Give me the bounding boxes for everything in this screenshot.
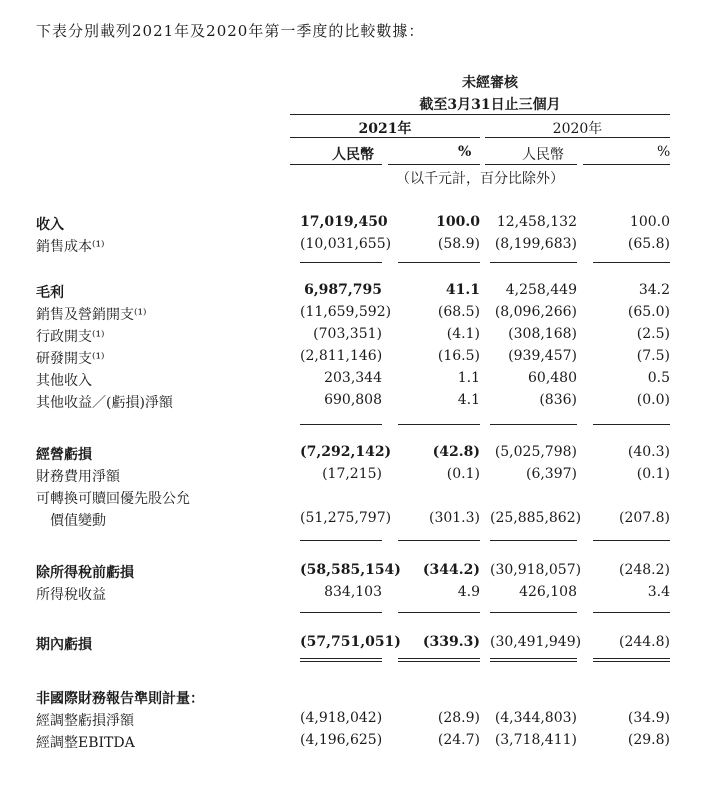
rule-a-2 [300,424,382,425]
col-rule-2 [388,164,480,165]
table-row [0,562,720,582]
pct-2021-value: 4.1 [457,392,480,408]
rule-b-2 [398,424,480,425]
row-label: 其他收益／(虧損)淨額 [36,395,173,411]
rmb-2021-value: (51,275,797) [300,510,392,526]
rule-a-4 [300,612,382,613]
row-label: 其他收入 [36,373,92,389]
rmb-2020-value: (30,918,057) [490,562,582,578]
table-row [0,214,720,234]
rmb-2021-value: (7,292,142) [300,444,392,460]
pct-2020-value: (0.0) [636,392,670,408]
table-row [0,634,720,654]
rmb-2020-value: (939,457) [508,348,577,364]
table-row [0,688,720,708]
pct-2021-value: 41.1 [445,282,480,298]
rule-d-2 [593,424,670,425]
rmb-2021-value: 6,987,795 [304,282,382,298]
rmb-2021-value: (4,918,042) [300,710,383,726]
col-pct-2021: % [458,144,472,160]
dbl-a-bot [300,661,382,662]
rmb-2021-value: (2,811,146) [300,348,383,364]
row-label: 經調整EBITDA [36,735,135,751]
row-label: 研發開支⁽¹⁾ [36,351,105,367]
pct-2020-value: (2.5) [636,326,670,342]
rule-c-3 [490,540,577,541]
period-heading: 截至3月31日止三個月 [419,97,561,113]
rmb-2020-value: 12,458,132 [496,214,577,230]
rmb-2020-value: (8,199,683) [494,236,577,252]
table-row [0,710,720,730]
audit-heading: 未經審核 [462,75,518,91]
pct-2021-value: (0.1) [446,466,480,482]
table-row [0,584,720,604]
rule-d-4 [593,612,670,613]
table-row [0,488,720,508]
rmb-2020-value: (308,168) [508,326,577,342]
table-row [0,370,720,390]
dbl-d-top [593,658,670,659]
row-label: 銷售及營銷開支⁽¹⁾ [36,307,147,323]
pct-2020-value: (29.8) [627,732,670,748]
dbl-a-top [300,658,382,659]
pct-2020-value: (34.9) [627,710,670,726]
rule-c-2 [490,424,577,425]
col-rule-4 [583,164,670,165]
pct-2020-value: (0.1) [636,466,670,482]
pct-2021-value: (24.7) [437,732,480,748]
year-2020-heading: 2020年 [552,121,603,137]
pct-2021-value: (301.3) [428,510,480,526]
pct-2021-value: (58.9) [437,236,480,252]
rmb-2020-value: (4,344,803) [494,710,577,726]
row-label: 毛利 [36,285,64,301]
rmb-2020-value: 4,258,449 [505,282,577,298]
row-label: 期內虧損 [36,637,92,653]
dbl-c-top [490,658,577,659]
rmb-2020-value: (836) [539,392,577,408]
rule-d-1 [593,262,670,263]
rmb-2021-value: (10,031,655) [300,236,392,252]
rmb-2020-value: (30,491,949) [490,634,582,650]
table-row [0,304,720,324]
rmb-2020-value: (6,397) [525,466,577,482]
row-label: 行政開支⁽¹⁾ [36,329,105,345]
row-label: 經調整虧損淨額 [36,713,134,729]
rmb-2021-value: (57,751,051) [300,634,401,650]
rule-a-1 [300,262,382,263]
pct-2020-value: (40.3) [627,444,670,460]
row-label: 銷售成本⁽¹⁾ [36,239,105,255]
rule-a-3 [300,540,382,541]
col-rmb-2021: 人民幣 [332,147,374,163]
pct-2021-value: 100.0 [436,214,480,230]
col-rmb-2020: 人民幣 [522,147,564,163]
dbl-b-bot [398,661,480,662]
pct-2021-value: (28.9) [437,710,480,726]
rule-b-4 [398,612,480,613]
row-label: 非國際財務報告準則計量： [36,691,204,707]
rmb-2020-value: (8,096,266) [494,304,577,320]
table-row [0,326,720,346]
table-row [0,282,720,302]
pct-2021-value: 4.9 [457,584,480,600]
pct-2021-value: (339.3) [422,634,480,650]
rmb-2021-value: (11,659,592) [300,304,392,320]
pct-2021-value: (68.5) [437,304,480,320]
table-row [0,732,720,752]
row-label: 收入 [36,217,64,233]
rule-b-1 [398,262,480,263]
dbl-b-top [398,658,480,659]
dbl-d-bot [593,661,670,662]
table-row [0,392,720,412]
table-row [0,466,720,486]
table-row [0,444,720,464]
col-rule-1 [290,164,382,165]
rmb-2021-value: 17,019,450 [300,214,388,230]
table-row [0,348,720,368]
rule-b-3 [398,540,480,541]
rmb-2021-value: (17,215) [322,466,382,482]
rmb-2021-value: (4,196,625) [300,732,383,748]
pct-2020-value: (244.8) [618,634,670,650]
row-label: 所得稅收益 [36,587,106,603]
rmb-2021-value: 690,808 [324,392,382,408]
col-rule-3 [485,164,577,165]
row-label: 經營虧損 [36,447,92,463]
row-label: 可轉換可贖回優先股公允 [36,491,190,507]
pct-2020-value: (65.8) [627,236,670,252]
rmb-2021-value: (58,585,154) [300,562,401,578]
pct-2021-value: 1.1 [457,370,480,386]
pct-2021-value: (4.1) [446,326,480,342]
year-2021-heading: 2021年 [358,121,412,137]
period-underline [290,114,670,115]
dbl-c-bot [490,661,577,662]
pct-2020-value: (248.2) [618,562,670,578]
table-row [0,510,720,530]
pct-2020-value: (65.0) [627,304,670,320]
rmb-2021-value: 834,103 [324,584,382,600]
pct-2020-value: 3.4 [647,584,670,600]
row-label: 價值變動 [36,513,106,529]
rule-c-4 [490,612,577,613]
pct-2020-value: 100.0 [629,214,670,230]
row-label: 除所得稅前虧損 [36,565,134,581]
year-2020-underline [485,137,670,138]
rmb-2020-value: (3,718,411) [494,732,577,748]
pct-2020-value: (207.8) [618,510,670,526]
pct-2021-value: (42.8) [432,444,480,460]
row-label: 財務費用淨額 [36,469,120,485]
pct-2020-value: 0.5 [647,370,670,386]
pct-2021-value: (344.2) [422,562,480,578]
rmb-2020-value: (5,025,798) [494,444,577,460]
rmb-2021-value: 203,344 [324,370,382,386]
pct-2021-value: (16.5) [437,348,480,364]
rmb-2021-value: (703,351) [313,326,382,342]
pct-2020-value: (7.5) [636,348,670,364]
rmb-2020-value: (25,885,862) [490,510,582,526]
rmb-2020-value: 426,108 [519,584,577,600]
rmb-2020-value: 60,480 [528,370,577,386]
rule-c-1 [490,262,577,263]
rule-d-3 [593,540,670,541]
unit-note: （以千元計，百分比除外） [396,171,564,187]
year-2021-underline [290,137,480,138]
intro-text: 下表分別載列2021年及2020年第一季度的比較數據： [36,22,425,40]
col-pct-2020: % [657,144,671,160]
pct-2020-value: 34.2 [638,282,670,298]
table-row [0,236,720,256]
